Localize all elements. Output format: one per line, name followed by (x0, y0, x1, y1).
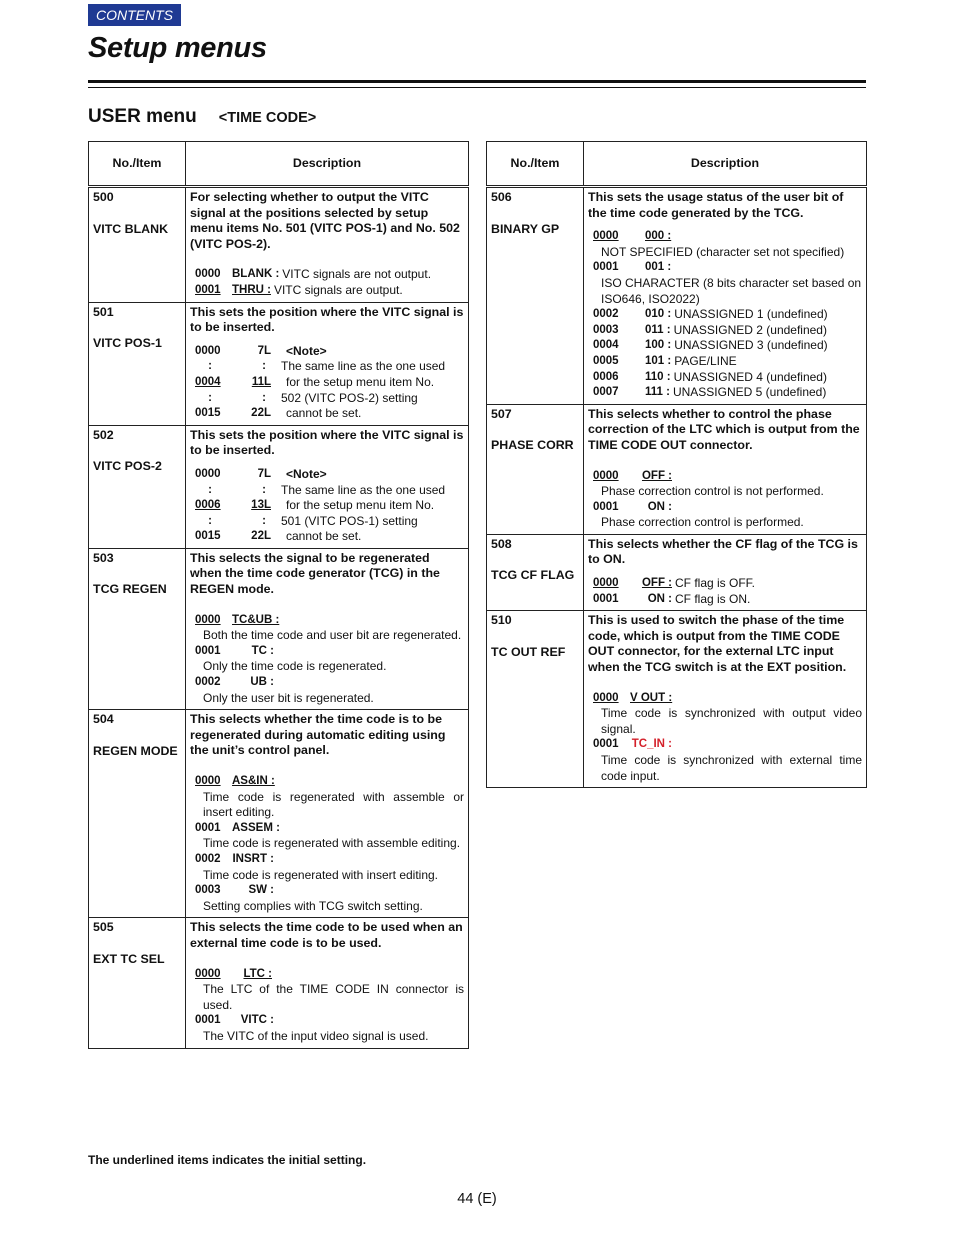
item-description: This sets the position where the VITC signal is to be inserted. (190, 427, 464, 458)
table-row (89, 302, 469, 425)
item-number: 503 (93, 550, 114, 565)
option-description: NOT SPECIFIED (character set not specified) (601, 244, 845, 259)
header-description: Description (584, 142, 867, 187)
menu-table-right (486, 141, 867, 788)
option-row: 0000 OFF : (593, 469, 672, 482)
item-number: 506 (491, 190, 512, 204)
table-row (487, 187, 867, 405)
option-row: 0005 101 : PAGE/LINE (593, 353, 737, 368)
option-row: 0000 TC&UB : (195, 613, 280, 626)
item-description: This selects the time code to be used when an external time code is to be used. (190, 920, 463, 950)
option-row: 0000 OFF : CF flag is OFF. (593, 576, 756, 591)
option-row: 0001 ON : (593, 500, 672, 513)
item-name: VITC POS-1 (93, 336, 162, 351)
item-name: TCG REGEN (93, 582, 167, 597)
title-rule-thin (88, 87, 866, 88)
item-description: This sets the usage status of the user bit of the time code generated by the TCG. (588, 190, 844, 220)
header-description: Description (186, 142, 469, 187)
option-row: 0002 UB : (195, 676, 274, 689)
item-name: REGEN MODE (93, 743, 178, 758)
option-row: 0000 LTC : (195, 967, 272, 980)
position-row: : : 502 (VITC POS-2) setting (208, 390, 418, 405)
table-row (487, 611, 867, 788)
option-description: Only the user bit is regenerated. (203, 690, 374, 705)
item-number: 501 (93, 304, 114, 319)
footnote: The underlined items indicates the initial setting. (88, 1153, 367, 1167)
item-number: 507 (491, 406, 512, 421)
option-row: 0001 TC_IN : (593, 738, 672, 751)
table-row (487, 534, 867, 610)
item-name: TCG CF FLAG (491, 568, 575, 583)
option-row: 0001 VITC : (195, 1014, 274, 1027)
option-description: Setting complies with TCG switch setting. (203, 898, 423, 913)
option-description: Both the time code and user bit are regenerated. (203, 628, 462, 643)
section-title (88, 106, 316, 128)
option-description: Time code is regenerated with insert editing. (203, 867, 439, 882)
item-number: 504 (93, 712, 114, 727)
item-description: This is used to switch the phase of the time code, which is output from the TIME CODE OUT connector, for the external LTC input when the TCG switch is at the EXT position. (588, 613, 847, 675)
option-row: 0004 100 : UNASSIGNED 3 (undefined) (593, 338, 828, 353)
section-title-sub: <TIME CODE> (218, 110, 317, 126)
item-number: 500 (93, 190, 114, 204)
item-description: This selects whether to control the phase correction of the LTC which is output from the TIME CODE OUT connector. (588, 406, 860, 452)
option-description: Only the time code is regenerated. (203, 659, 387, 674)
table-row (89, 710, 469, 918)
header-no-item: No./Item (487, 142, 584, 187)
position-row: : : The same line as the one used (208, 359, 446, 374)
position-row: 0015 22L cannot be set. (195, 529, 362, 544)
option-row: 0007 111 : UNASSIGNED 5 (undefined) (593, 385, 827, 400)
item-description: This selects whether the CF flag of the TCG is to ON. (588, 536, 858, 567)
item-description: For selecting whether to output the VITC signal at the positions selected by setup menu items No. 501 (VITC POS-1) and No. 502 (VITC POS-2). (190, 190, 460, 251)
item-name: EXT TC SEL (93, 951, 165, 966)
option-row: 0000 AS&IN : (195, 775, 275, 787)
position-row: 0000 7L <Note> (195, 466, 327, 481)
item-description: This selects the signal to be regenerated when the time code generator (TCG) in the REGEN mode. (190, 550, 440, 597)
option-row: 0001 TC : (195, 644, 274, 657)
contents-link[interactable]: CONTENTS (88, 4, 181, 26)
option-description: The VITC of the input video signal is used. (203, 1028, 429, 1043)
option-description: Time code is regenerated with assemble editing. (203, 836, 461, 851)
position-row: 0004 11L for the setup menu item No. (195, 374, 435, 389)
option-description: Time code is synchronized with output video signal. (601, 706, 862, 736)
option-row: 0001 ASSEM : (195, 821, 280, 834)
option-row: 0003 SW : (195, 884, 274, 897)
position-row: : : 501 (VITC POS-1) setting (208, 513, 418, 528)
menu-table-left (88, 141, 469, 1049)
option-description: Time code is synchronized with external time code input. (601, 753, 862, 783)
position-row: 0015 22L cannot be set. (195, 406, 362, 421)
option-description: Time code is regenerated with assemble or insert editing. (203, 789, 464, 820)
table-row (487, 404, 867, 534)
option-row: 0001 THRU : VITC signals are output. (195, 282, 403, 297)
section-title-main: USER menu (88, 106, 197, 127)
option-row: 0002 INSRT : (195, 852, 274, 865)
position-row: 0000 7L <Note> (195, 343, 327, 358)
item-number: 510 (491, 613, 512, 628)
table-row (89, 918, 469, 1048)
page-number: 44 (E) (457, 1191, 497, 1207)
table-row (89, 425, 469, 548)
option-row: 0006 110 : UNASSIGNED 4 (undefined) (593, 369, 827, 384)
item-description: This sets the position where the VITC signal is to be inserted. (190, 304, 464, 335)
header-no-item: No./Item (89, 142, 186, 187)
title-rule-thick (88, 80, 866, 83)
position-row: : : The same line as the one used (208, 482, 446, 497)
item-name: TC OUT REF (491, 644, 566, 659)
option-description: ISO CHARACTER (8 bits character set based on ISO646, ISO2022) (601, 275, 862, 306)
option-row: 0000 BLANK : VITC signals are not output. (195, 267, 432, 282)
item-description: This selects whether the time code is to be regenerated during automatic editing using the unit’s control panel. (190, 712, 446, 758)
item-name: PHASE CORR (491, 438, 574, 453)
page-title: Setup menus (88, 32, 267, 64)
option-row: 0000 000 : (593, 230, 672, 243)
option-row: 0001 ON : CF flag is ON. (593, 591, 751, 606)
item-number: 505 (93, 920, 114, 935)
option-description: Phase correction control is performed. (601, 515, 804, 530)
item-name: VITC BLANK (93, 221, 169, 236)
table-row (89, 548, 469, 709)
item-name: BINARY GP (491, 221, 560, 236)
table-row (89, 187, 469, 303)
option-row: 0000 V OUT : (593, 691, 673, 704)
position-row: 0006 13L for the setup menu item No. (195, 498, 435, 513)
option-row: 0002 010 : UNASSIGNED 1 (undefined) (593, 307, 828, 322)
option-row: 0001 001 : (593, 261, 672, 274)
option-description: Phase correction control is not performed. (601, 484, 824, 499)
option-description: The LTC of the TIME CODE IN connector is used. (203, 982, 464, 1012)
item-number: 502 (93, 427, 114, 442)
option-row: 0003 011 : UNASSIGNED 2 (undefined) (593, 322, 827, 337)
item-number: 508 (491, 536, 512, 551)
item-name: VITC POS-2 (93, 459, 162, 474)
